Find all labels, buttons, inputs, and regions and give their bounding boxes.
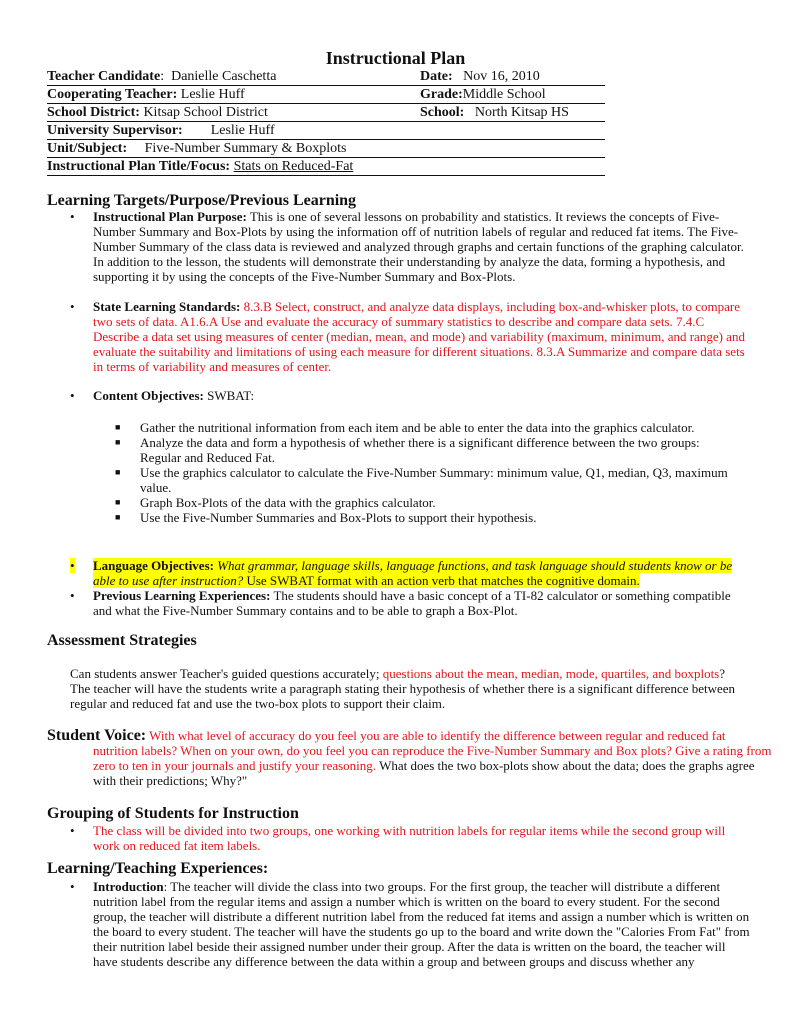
student-voice <box>47 728 773 788</box>
grouping-bullet <box>70 823 750 853</box>
field-value: Danielle Caschetta <box>171 69 277 84</box>
learning-targets-heading: Learning Targets/Purpose/Previous Learning <box>47 192 357 209</box>
grouping-heading: Grouping of Students for Instruction <box>47 805 299 822</box>
field-label: University Supervisor: <box>47 123 183 138</box>
objective-text: Use the graphics calculator to calculate the Five-Number Summary: minimum value, Q1, median, Q3, maximum value. <box>140 465 728 495</box>
bullet-label: Language Objectives: <box>93 558 214 573</box>
field-label: School District: <box>47 105 140 120</box>
field-label: School: <box>420 105 465 120</box>
student-voice-text-red: With what level of accuracy do you feel you are able to identify the difference between regular and reduced fat nutrition labels? When on your own, do you feel you can reproduce the Five-Number Summary and Box plots? Give a rating from zero to ten in your journals and justify your reasoning. <box>93 728 772 773</box>
previous-learning-bullet <box>70 588 750 618</box>
field-label: Date: <box>420 69 453 84</box>
square-bullet-icon: ■ <box>115 422 121 432</box>
experiences-heading: Learning/Teaching Experiences: <box>47 860 269 877</box>
objective-text: Gather the nutritional information from each item and be able to enter the data into the graphics calculator. <box>140 420 695 435</box>
unit-subject-field <box>47 140 605 158</box>
assessment-text-part: ? The teacher will have the students write a paragraph stating their hypothesis of whether there is a significant difference between regular and reduced fat and use the two-box plots to support their claim. <box>70 666 736 711</box>
field-value: Stats on Reduced-Fat <box>233 159 354 174</box>
date-field <box>420 68 605 86</box>
standards-bullet <box>70 299 750 374</box>
cooperating-teacher-field <box>47 86 420 104</box>
field-label: Teacher Candidate <box>47 69 161 84</box>
bullet-icon: • <box>70 823 75 838</box>
assessment-text <box>70 666 740 711</box>
bullet-text-italic: What grammar, language skills, language functions, and task language should students know or be able to use after instruction? <box>93 558 733 588</box>
field-label: Cooperating Teacher: <box>47 87 178 102</box>
objective-item <box>115 465 735 495</box>
objective-item <box>115 495 735 510</box>
square-bullet-icon: ■ <box>115 467 121 477</box>
university-supervisor-field <box>47 122 605 140</box>
bullet-icon: • <box>70 299 75 314</box>
bullet-text: Use SWBAT format with an action verb that matches the cognitive domain. <box>246 573 640 588</box>
assessment-heading: Assessment Strategies <box>47 632 197 649</box>
square-bullet-icon: ■ <box>115 437 121 447</box>
bullet-text: SWBAT: <box>207 388 255 403</box>
field-value: Leslie Huff <box>180 87 245 102</box>
bullet-text: The class will be divided into two groups, one working with nutrition labels for regular items while the second group will work on reduced fat item labels. <box>93 823 726 853</box>
square-bullet-icon: ■ <box>115 497 121 507</box>
bullet-icon: • <box>70 879 75 894</box>
page-title: Instructional Plan <box>325 48 466 68</box>
bullet-text: The students should have a basic concept of a TI-82 calculator or something compatible and what the Five-Number Summary contains and to be able to graph a Box-Plot. <box>93 588 731 618</box>
bullet-label: Content Objectives: <box>93 388 204 403</box>
objective-item <box>115 420 735 435</box>
school-district-field <box>47 104 420 122</box>
bullet-text: This is one of several lessons on probability and statistics. It reviews the concepts of Five-Number Summary and Box-Plots by using the information off of nutrition labels of regular and reduced fat items. The Five-Number Summary of the class data is reviewed and analyzed through graphs and certain functions of the graphing calculator. In addition to the lesson, the students will demonstrate their understanding by analyze the data, forming a hypothesis, and supporting it by using the concepts of the Five-Number Summary and Box-Plots. <box>93 209 744 284</box>
objective-text: Use the Five-Number Summaries and Box-Plots to support their hypothesis. <box>140 510 537 525</box>
content-objectives-bullet <box>70 388 750 403</box>
bullet-icon: • <box>70 388 75 403</box>
field-label: Unit/Subject: <box>47 141 128 156</box>
bullet-label: Instructional Plan Purpose: <box>93 209 247 224</box>
bullet-text: : The teacher will divide the class into two groups. For the first group, the teacher will distribute a different nutrition label from the regular items and assign a number which is written on the board to every student. For the second group, the teacher will distribute a different nutrition label from the reduced fat items and assign a number which is written on the board to every student. The teacher will have the students go up to the board and write down the "Calories From Fat" from their nutrition label beside their assigned number under their group. After the data is written on the board, the teacher will have students describe any difference between the data within a group and between groups and discuss whether any <box>93 879 750 969</box>
field-value: Kitsap School District <box>143 105 268 120</box>
assessment-text-part: Can students answer Teacher's guided questions accurately; <box>70 666 380 681</box>
square-bullet-icon: ■ <box>115 512 121 522</box>
purpose-bullet <box>70 209 750 284</box>
bullet-label: Introduction <box>93 879 164 894</box>
field-label: Grade: <box>420 87 463 102</box>
school-field <box>420 104 605 122</box>
field-label: Instructional Plan Title/Focus: <box>47 159 231 174</box>
field-value: Five-Number Summary & Boxplots <box>144 141 347 156</box>
bullet-icon: • <box>70 588 75 603</box>
header-fields <box>47 68 605 176</box>
grade-field <box>420 86 605 104</box>
bullet-label: State Learning Standards: <box>93 299 241 314</box>
bullet-text: 8.3.B Select, construct, and analyze data displays, including box-and-whisker plots, to compare two sets of data. A1.6.A Use and evaluate the accuracy of summary statistics to describe and compare data sets. 7.4.C Describe a data set using measures of center (median, mean, and mode) and variability (maximum, minimum, and range) and evaluate the suitability and limitations of using each measure for different situations. 8.3.A Summarize and compare data sets in terms of variability and measures of center. <box>93 299 745 374</box>
language-objectives-bullet <box>70 558 750 588</box>
objectives-list <box>115 420 735 525</box>
objective-item <box>115 435 735 465</box>
field-value: North Kitsap HS <box>474 105 569 120</box>
field-value: Leslie Huff <box>210 123 275 138</box>
bullet-icon: • <box>70 558 75 573</box>
student-voice-heading: Student Voice: <box>47 727 147 744</box>
objective-item <box>115 510 735 525</box>
field-value: Nov 16, 2010 <box>463 69 540 84</box>
objective-text: Graph Box-Plots of the data with the graphics calculator. <box>140 495 436 510</box>
bullet-icon: • <box>70 209 75 224</box>
teacher-candidate-field: Teacher Candidate: Danielle Caschetta <box>47 68 420 86</box>
student-voice-text: What does the two box-plots show about the data; does the graphs agree with their predictions; Why?" <box>93 758 755 788</box>
introduction-bullet <box>70 879 750 969</box>
field-value: Middle School <box>462 87 546 102</box>
plan-title-field <box>47 158 605 176</box>
objective-text: Analyze the data and form a hypothesis of whether there is a significant difference between the two groups: Regular and Reduced Fat. <box>140 435 700 465</box>
assessment-text-red: questions about the mean, median, mode, quartiles, and boxplots <box>382 666 720 681</box>
bullet-label: Previous Learning Experiences: <box>93 588 271 603</box>
